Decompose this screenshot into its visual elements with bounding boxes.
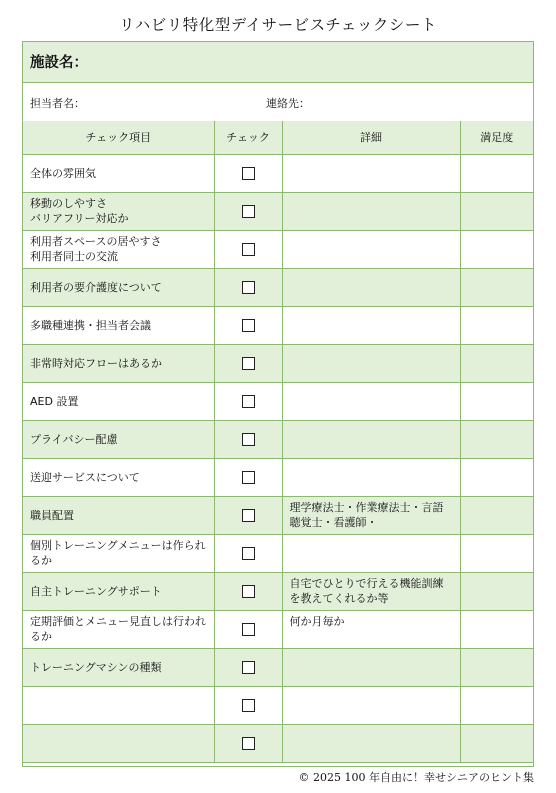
satisfaction-cell[interactable] xyxy=(460,572,533,610)
satisfaction-cell[interactable] xyxy=(460,382,533,420)
check-cell xyxy=(214,686,282,724)
table-row xyxy=(23,496,533,534)
table-row xyxy=(23,344,533,382)
satisfaction-cell[interactable] xyxy=(460,192,533,230)
satisfaction-cell[interactable] xyxy=(460,534,533,572)
facility-name-row xyxy=(23,42,533,83)
detail-cell[interactable]: 何か月毎か xyxy=(282,610,460,648)
check-cell xyxy=(214,344,282,382)
satisfaction-cell[interactable] xyxy=(460,154,533,192)
check-item-label: 非常時対応フローはあるか xyxy=(23,344,214,382)
satisfaction-cell[interactable] xyxy=(460,420,533,458)
check-item-label: プライバシー配慮 xyxy=(23,420,214,458)
detail-cell[interactable] xyxy=(282,192,460,230)
check-cell xyxy=(214,420,282,458)
detail-cell[interactable] xyxy=(282,686,460,724)
detail-cell[interactable] xyxy=(282,154,460,192)
check-item-label: 個別トレーニングメニューは作られるか xyxy=(23,534,214,572)
checklist-sheet xyxy=(22,41,534,767)
detail-cell[interactable] xyxy=(282,534,460,572)
table-row xyxy=(23,192,533,230)
check-cell xyxy=(214,192,282,230)
facility-name-label: 施設名： xyxy=(30,55,88,71)
table-header-row xyxy=(23,121,533,154)
satisfaction-cell[interactable] xyxy=(460,344,533,382)
detail-cell[interactable] xyxy=(282,648,460,686)
satisfaction-cell[interactable] xyxy=(460,230,533,268)
checkbox[interactable] xyxy=(242,699,255,712)
table-row xyxy=(23,382,533,420)
header-check: チェック xyxy=(214,121,282,154)
check-item-label: 自主トレーニングサポート xyxy=(23,572,214,610)
footer-credit: © 2025 100 年自由に！幸せシニアのヒント集 xyxy=(298,771,534,784)
checkbox[interactable] xyxy=(242,205,255,218)
detail-cell[interactable]: 理学療法士・作業療法士・言語聴覚士・看護師・ xyxy=(282,496,460,534)
table-row xyxy=(23,420,533,458)
checkbox[interactable] xyxy=(242,737,255,750)
satisfaction-cell[interactable] xyxy=(460,268,533,306)
check-cell xyxy=(214,382,282,420)
checkbox[interactable] xyxy=(242,547,255,560)
check-cell xyxy=(214,306,282,344)
detail-cell[interactable] xyxy=(282,420,460,458)
table-row xyxy=(23,268,533,306)
table-row xyxy=(23,306,533,344)
checkbox[interactable] xyxy=(242,281,255,294)
satisfaction-cell[interactable] xyxy=(460,724,533,762)
satisfaction-cell[interactable] xyxy=(460,306,533,344)
table-row xyxy=(23,230,533,268)
checkbox[interactable] xyxy=(242,319,255,332)
satisfaction-cell[interactable] xyxy=(460,458,533,496)
check-item-label: 職員配置 xyxy=(23,496,214,534)
check-item-label: 送迎サービスについて xyxy=(23,458,214,496)
satisfaction-cell[interactable] xyxy=(460,496,533,534)
satisfaction-cell[interactable] xyxy=(460,686,533,724)
checkbox[interactable] xyxy=(242,167,255,180)
detail-cell[interactable]: 自宅でひとりで行える機能訓練を教えてくれるか等 xyxy=(282,572,460,610)
satisfaction-cell[interactable] xyxy=(460,610,533,648)
detail-cell[interactable] xyxy=(282,382,460,420)
detail-cell[interactable] xyxy=(282,344,460,382)
check-cell xyxy=(214,610,282,648)
table-row xyxy=(23,572,533,610)
table-row xyxy=(23,686,533,724)
checkbox[interactable] xyxy=(242,357,255,370)
page-title: リハビリ特化型デイサービスチェックシート xyxy=(119,16,437,34)
manager-label: 担当者名： xyxy=(30,97,85,110)
checkbox[interactable] xyxy=(242,623,255,636)
table-row xyxy=(23,154,533,192)
check-cell xyxy=(214,496,282,534)
check-cell xyxy=(214,458,282,496)
check-item-label: AED 設置 xyxy=(23,382,214,420)
check-item-label: 利用者の要介護度について xyxy=(23,268,214,306)
table-row xyxy=(23,610,533,648)
table-row xyxy=(23,534,533,572)
check-item-label: 移動のしやすさ バリアフリー対応か xyxy=(23,192,214,230)
check-item-label: 利用者スペースの居やすさ 利用者同士の交流 xyxy=(23,230,214,268)
detail-cell[interactable] xyxy=(282,306,460,344)
detail-cell[interactable] xyxy=(282,458,460,496)
check-item-label: 多職種連携・担当者会議 xyxy=(23,306,214,344)
detail-cell[interactable] xyxy=(282,230,460,268)
table-row xyxy=(23,724,533,762)
check-item-label xyxy=(23,724,214,762)
check-item-label: 全体の雰囲気 xyxy=(23,154,214,192)
checkbox[interactable] xyxy=(242,509,255,522)
check-cell xyxy=(214,154,282,192)
check-cell xyxy=(214,230,282,268)
table-row xyxy=(23,458,533,496)
check-item-label: 定期評価とメニュー見直しは行われるか xyxy=(23,610,214,648)
check-cell xyxy=(214,268,282,306)
satisfaction-cell[interactable] xyxy=(460,648,533,686)
table-row xyxy=(23,648,533,686)
check-item-label: トレーニングマシンの種類 xyxy=(23,648,214,686)
checkbox[interactable] xyxy=(242,585,255,598)
check-cell xyxy=(214,724,282,762)
checkbox[interactable] xyxy=(242,661,255,674)
detail-cell[interactable] xyxy=(282,268,460,306)
check-cell xyxy=(214,534,282,572)
check-cell xyxy=(214,572,282,610)
checkbox[interactable] xyxy=(242,433,255,446)
header-satisfaction: 満足度 xyxy=(460,121,533,154)
contact-label: 連絡先： xyxy=(266,97,310,110)
detail-cell[interactable] xyxy=(282,724,460,762)
check-item-label xyxy=(23,686,214,724)
header-item: チェック項目 xyxy=(23,121,214,154)
contact-row xyxy=(23,83,533,122)
checklist-table xyxy=(23,121,533,763)
checkbox[interactable] xyxy=(242,395,255,408)
header-detail: 詳細 xyxy=(282,121,460,154)
check-cell xyxy=(214,648,282,686)
checkbox[interactable] xyxy=(242,243,255,256)
checkbox[interactable] xyxy=(242,471,255,484)
